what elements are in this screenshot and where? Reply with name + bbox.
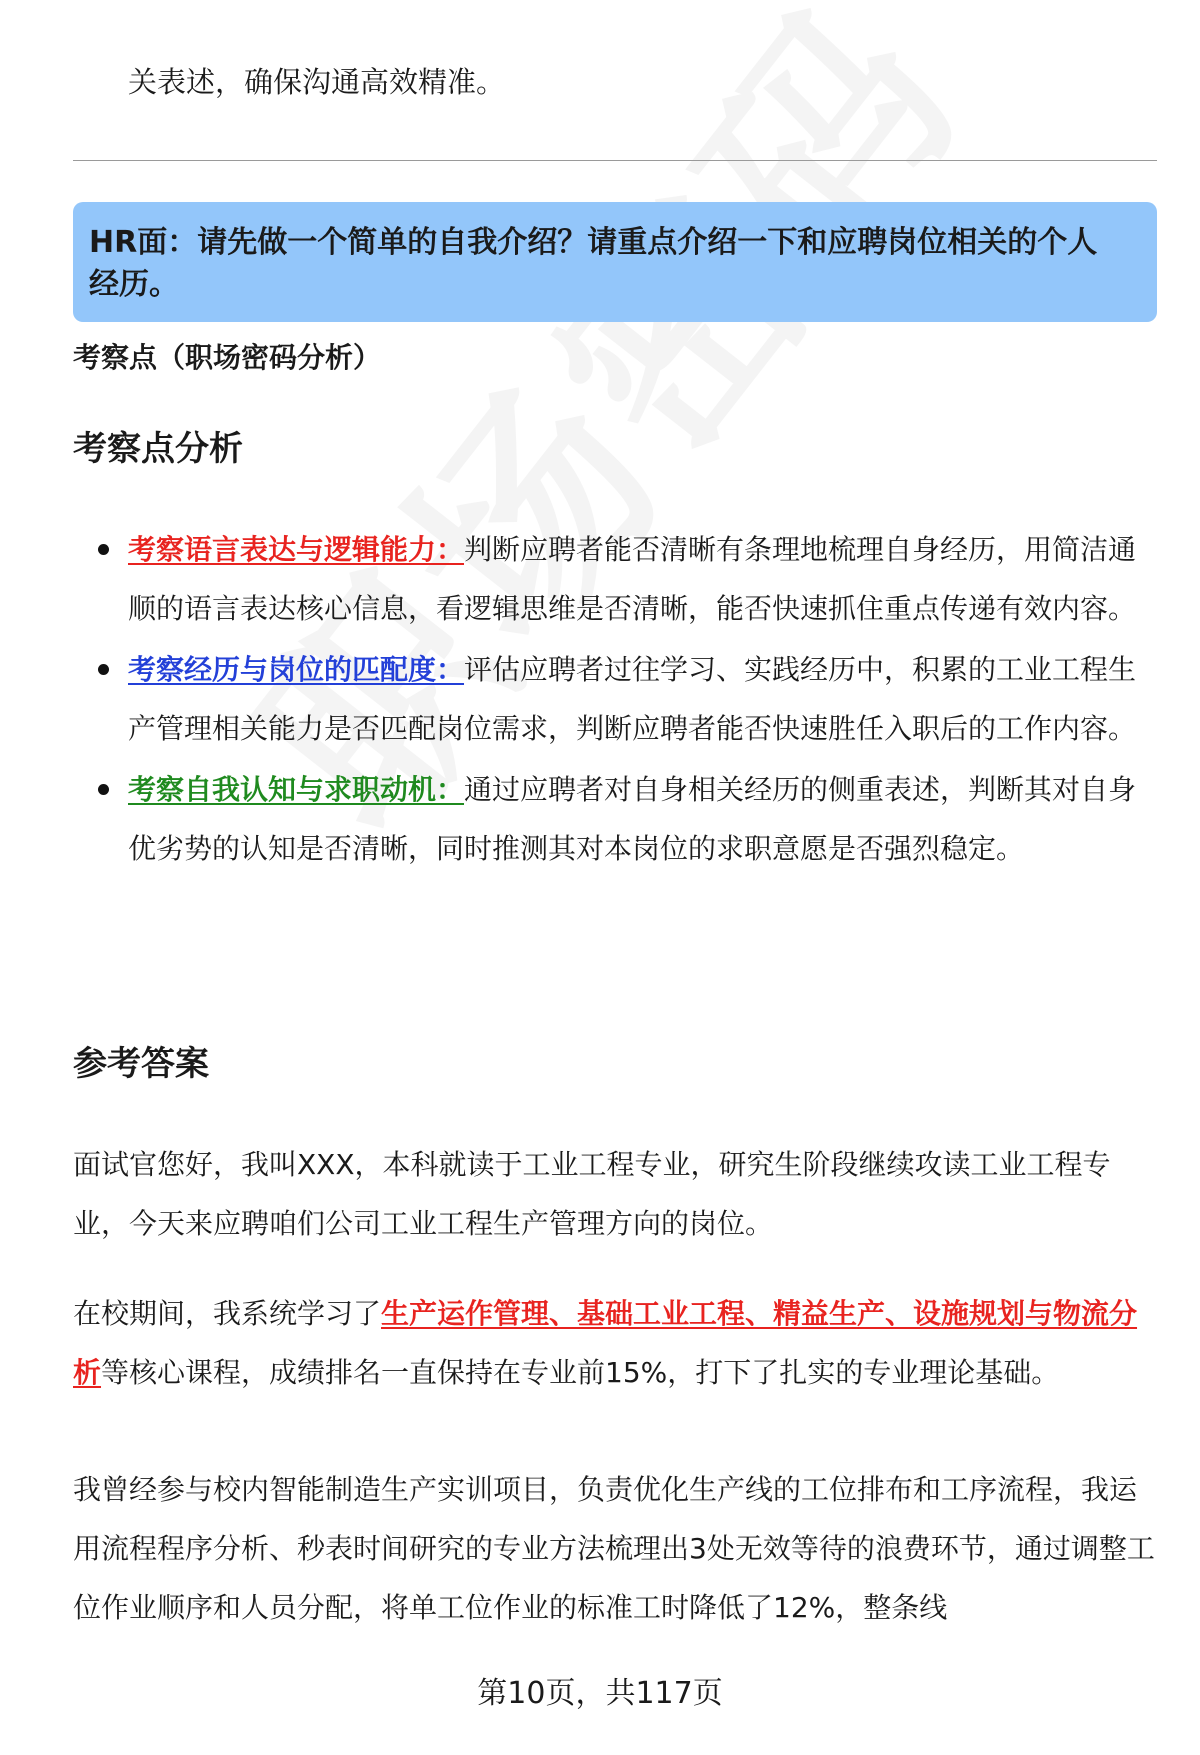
answer-paragraph bbox=[73, 1284, 1163, 1402]
point-text: 判断应聘者能否清晰有条理地梳理自身经历，用简洁通顺的语言表达核心信息，看逻辑思维是否清晰，能否快速抓住重点传递有效内容。 bbox=[128, 533, 1137, 625]
point-keyword: 考察语言表达与逻辑能力： bbox=[128, 533, 465, 566]
answer-text: 等核心课程，成绩排名一直保持在专业前15%，打下了扎实的专业理论基础。 bbox=[101, 1356, 1060, 1389]
section-title-answer: 参考答案 bbox=[73, 1044, 209, 1084]
page-number: 第10页，共117页 bbox=[477, 1676, 723, 1711]
point-text: 通过应聘者对自身相关经历的侧重表述，判断其对自身优劣势的认知是否清晰，同时推测其对本岗位的求职意愿是否强烈稳定。 bbox=[128, 773, 1137, 865]
answer-paragraph: 我曾经参与校内智能制造生产实训项目，负责优化生产线的工位排布和工序流程，我运用流程程序分析、秒表时间研究的专业方法梳理出3处无效等待的浪费环节，通过调整工位作业顺序和人员分配，将单工位作业的标准工时降低了12%，整条线 bbox=[73, 1473, 1155, 1624]
bullet-icon bbox=[98, 544, 109, 555]
analysis-label: 考察点（职场密码分析） bbox=[73, 341, 382, 374]
analysis-point bbox=[128, 520, 1163, 638]
continuation-text: 关表述，确保沟通高效精准。 bbox=[128, 65, 506, 99]
answer-text: 在校期间，我系统学习了 bbox=[73, 1297, 382, 1330]
point-text: 评估应聘者过往学习、实践经历中，积累的工业工程生产管理相关能力是否匹配岗位需求，判断应聘者能否快速胜任入职后的工作内容。 bbox=[128, 653, 1137, 745]
answer-keyword: 生产运作管理、基础工业工程、精益生产、设施规划与物流分析 bbox=[73, 1297, 1138, 1389]
bullet-icon bbox=[98, 664, 109, 675]
bullet-icon bbox=[98, 784, 109, 795]
point-keyword: 考察自我认知与求职动机： bbox=[128, 773, 465, 806]
point-keyword: 考察经历与岗位的匹配度： bbox=[128, 653, 465, 686]
analysis-point-list bbox=[128, 520, 1163, 880]
question-text: HR面：请先做一个简单的自我介绍？请重点介绍一下和应聘岗位相关的个人经历。 bbox=[89, 225, 1098, 302]
answer-paragraph: 面试官您好，我叫XXX，本科就读于工业工程专业，研究生阶段继续攻读工业工程专业，今天来应聘咱们公司工业工程生产管理方向的岗位。 bbox=[73, 1148, 1111, 1240]
analysis-point bbox=[128, 640, 1163, 758]
question-box bbox=[73, 202, 1157, 322]
analysis-point bbox=[128, 760, 1163, 878]
section-title-analysis: 考察点分析 bbox=[73, 429, 243, 469]
divider bbox=[73, 160, 1157, 161]
